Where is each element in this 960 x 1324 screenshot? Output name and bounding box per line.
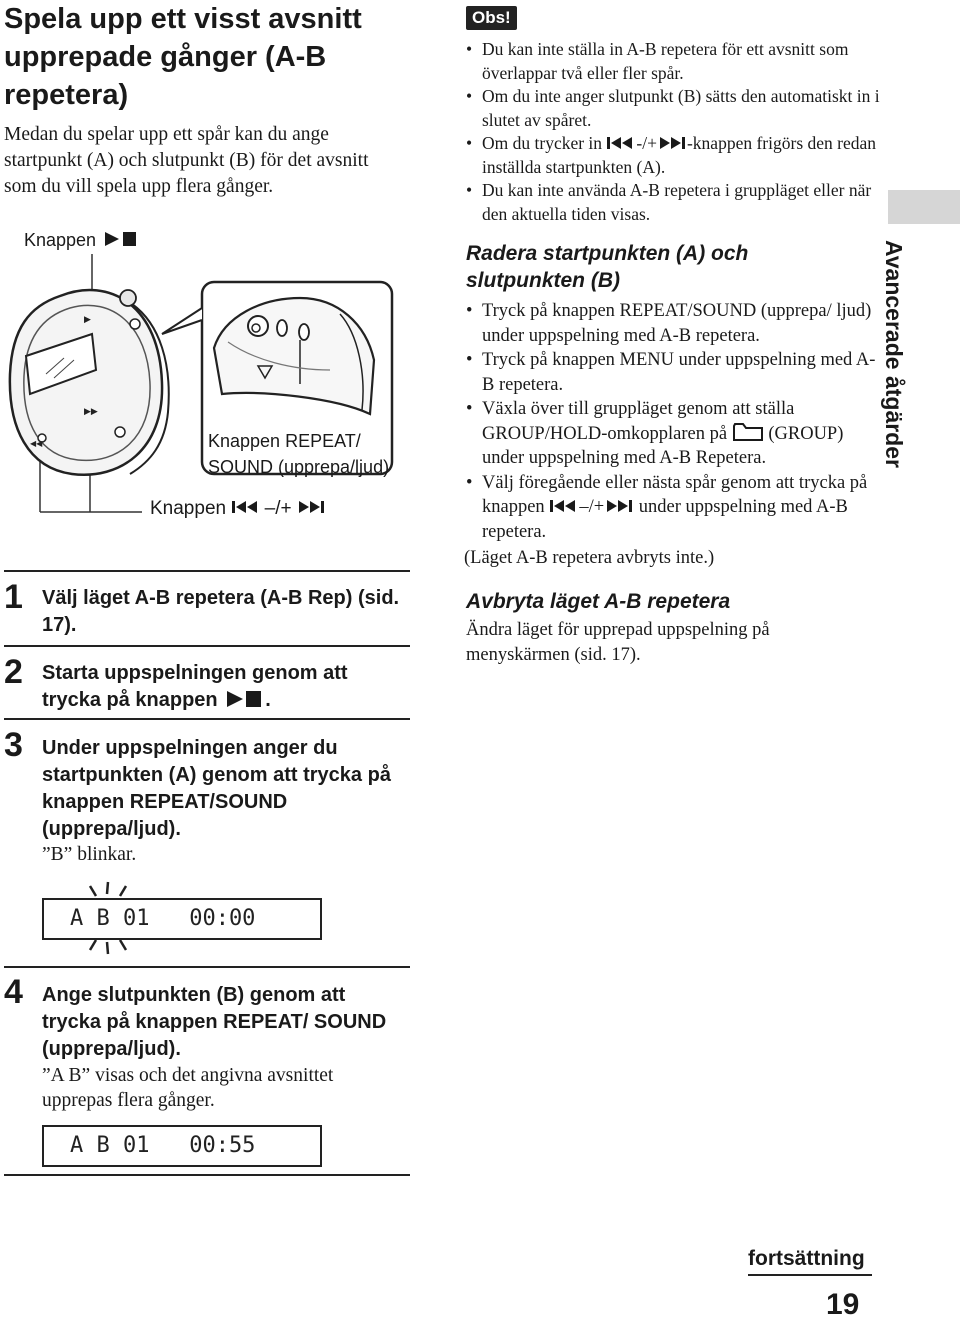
prev-track-icon	[549, 499, 579, 513]
continued-label: fortsättning	[748, 1247, 865, 1270]
player-drawing	[0, 224, 420, 534]
clear-item: • Tryck på knappen MENU under uppspelning med A-B repetera.	[466, 348, 876, 397]
label-skip-buttons: Knappen –/+	[150, 498, 325, 520]
lcd-text: A B 01 00:55	[70, 1133, 256, 1158]
label-repeat-button: Knappen REPEAT/ SOUND (upprepa/ljud)	[208, 431, 390, 477]
clear-item: • Tryck på knappen REPEAT/SOUND (upprepa/ ljud) under uppspelning med A-B repetera.	[466, 299, 876, 348]
lcd-display-step4	[42, 1125, 322, 1167]
step-body: ”A B” visas och det angivna avsnittet upprepas flera gånger.	[42, 1065, 334, 1111]
step-number: 4	[4, 973, 23, 1011]
prev-track-icon	[606, 136, 636, 150]
clear-item: • Välj föregående eller nästa spår genom att trycka på knappen –/+ under uppspelning med A-B repetera.	[466, 471, 876, 545]
svg-text:◀◀: ◀◀	[30, 439, 43, 448]
folder-icon	[732, 422, 764, 442]
step-number: 3	[4, 726, 23, 764]
svg-text:▶▶: ▶▶	[84, 406, 98, 416]
clear-heading: Radera startpunkten (A) och slutpunkten (B)	[466, 242, 749, 292]
step-divider	[4, 718, 410, 720]
note-item: • Om du trycker in -/+ -knappen frigörs den redan inställda startpunkten (A).	[466, 132, 886, 179]
note-item: • Om du inte anger slutpunkt (B) sätts den automatiskt in i slutet av spåret.	[466, 85, 886, 132]
continued-underline	[748, 1274, 872, 1276]
page-number: 19	[826, 1288, 860, 1321]
clear-list	[466, 299, 876, 544]
device-illustration	[0, 224, 420, 534]
next-track-icon	[604, 499, 634, 513]
clear-item: • Växla över till gruppläget genom att ställa GROUP/HOLD-omkopplaren på (GROUP) under uppspelning med A-B Repetera.	[466, 397, 876, 471]
prev-track-icon	[231, 499, 259, 515]
note-label: Obs!	[466, 6, 517, 30]
side-tab-label: Avancerade åtgärder	[881, 240, 907, 468]
step-divider	[4, 645, 410, 647]
cancel-heading: Avbryta läget A-B repetera	[466, 590, 731, 613]
step-heading: Välj läget A-B repetera (A-B Rep) (sid. 17).	[42, 587, 400, 636]
svg-text:▶: ▶	[84, 314, 91, 324]
step-heading: Starta uppspelningen genom att trycka på knappen .	[42, 662, 348, 711]
next-track-icon	[297, 499, 325, 515]
step-heading: Under uppspelningen anger du startpunkten (A) genom att trycka på knappen REPEAT/SOUND (upprepa/ljud).	[42, 737, 391, 840]
step-heading: Ange slutpunkten (B) genom att trycka på knappen REPEAT/ SOUND (upprepa/ljud).	[42, 984, 387, 1060]
step-divider	[4, 1174, 410, 1176]
step-divider	[4, 966, 410, 968]
play-stop-icon	[223, 690, 265, 708]
cancel-body: Ändra läget för upprepad uppspelning på menyskärmen (sid. 17).	[466, 620, 770, 665]
lcd-text: A B 01 00:00	[70, 906, 256, 931]
step-divider	[4, 570, 410, 572]
next-track-icon	[657, 136, 687, 150]
note-item: • Du kan inte använda A-B repetera i gruppläget eller när den aktuella tiden visas.	[466, 179, 886, 226]
lcd-display-step3	[42, 898, 322, 940]
step-body: ”B” blinkar.	[42, 844, 137, 865]
note-item: • Du kan inte ställa in A-B repetera för ett avsnitt som överlappar två eller fler spår.	[466, 38, 886, 85]
clear-note: (Läget A-B repetera avbryts inte.)	[464, 548, 715, 568]
label-play-button: Knappen	[24, 230, 141, 251]
step-number: 2	[4, 653, 23, 691]
step-number: 1	[4, 578, 23, 616]
note-list	[466, 38, 886, 226]
page-title: Spela upp ett visst avsnitt upprepade gånger (A-B repetera)	[4, 3, 362, 111]
side-tab-marker	[888, 190, 960, 224]
intro-text: Medan du spelar upp ett spår kan du ange startpunkt (A) och slutpunkt (B) för det avsnitt som du vill spela upp flera gånger.	[4, 124, 369, 197]
